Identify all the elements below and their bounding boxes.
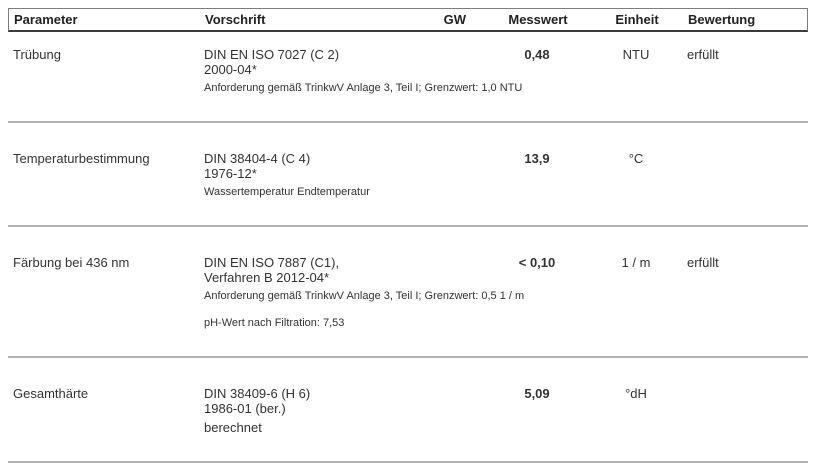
parameter-cell: Gesamthärte [13,386,89,401]
column-header-gw: GW [443,12,466,27]
table-row [8,358,808,463]
row-notes [204,77,808,95]
column-header-parameter: Parameter [14,12,78,27]
column-header-vorschrift: Vorschrift [205,12,266,27]
gw-cell [441,255,465,285]
row-notes [204,181,808,199]
column-header-einheit: Einheit [615,12,659,27]
row-notes [204,416,808,435]
measurement-note: Wassertemperatur Endtemperatur [204,186,370,198]
parameter-cell: Temperaturbestimmung [13,151,150,166]
calculation-note: berechnet [204,420,262,435]
table-row [8,32,808,123]
requirement-note: Anforderung gemäß TrinkwV Anlage 3, Teil I; Grenzwert: 0,5 1 / m [204,290,525,302]
parameter-cell: Färbung bei 436 nm [13,255,130,270]
bewertung-value [663,386,808,416]
bewertung-value [663,151,808,181]
gw-cell [441,151,465,181]
einheit-value: °C [628,151,644,166]
vorschrift-method: DIN 38404-4 (C 4) [204,151,311,166]
vorschrift-method: DIN EN ISO 7887 (C1), [204,255,340,270]
table-row [8,227,808,358]
vorschrift-method: DIN 38409-6 (H 6) [204,386,311,401]
messwert-value: 5,09 [524,386,550,401]
vorschrift-cell [204,386,441,416]
einheit-value: NTU [622,47,650,62]
gw-cell [441,386,465,416]
vorschrift-date: 1976-12* [204,166,257,181]
parameter-cell: Trübung [13,47,61,62]
column-header-messwert: Messwert [508,12,568,27]
table-header-row [8,8,808,32]
vorschrift-cell [204,151,441,181]
lab-results-table [8,8,808,463]
messwert-value: 0,48 [524,47,550,62]
table-row [8,123,808,227]
messwert-value: 13,9 [524,151,550,166]
ph-note: pH-Wert nach Filtration: 7,53 [204,317,345,329]
bewertung-value: erfüllt [687,47,719,62]
vorschrift-cell [204,255,441,285]
requirement-note: Anforderung gemäß TrinkwV Anlage 3, Teil I; Grenzwert: 1,0 NTU [204,82,523,94]
vorschrift-date: Verfahren B 2012-04* [204,270,330,285]
row-notes [204,285,808,330]
einheit-value: 1 / m [621,255,651,270]
bewertung-value: erfüllt [687,255,719,270]
messwert-value: < 0,10 [518,255,556,270]
vorschrift-method: DIN EN ISO 7027 (C 2) [204,47,340,62]
einheit-value: °dH [625,386,647,401]
vorschrift-date: 2000-04* [204,62,257,77]
vorschrift-date: 1986-01 (ber.) [204,401,286,416]
column-header-bewertung: Bewertung [688,12,756,27]
gw-cell [441,47,465,77]
vorschrift-cell [204,47,441,77]
